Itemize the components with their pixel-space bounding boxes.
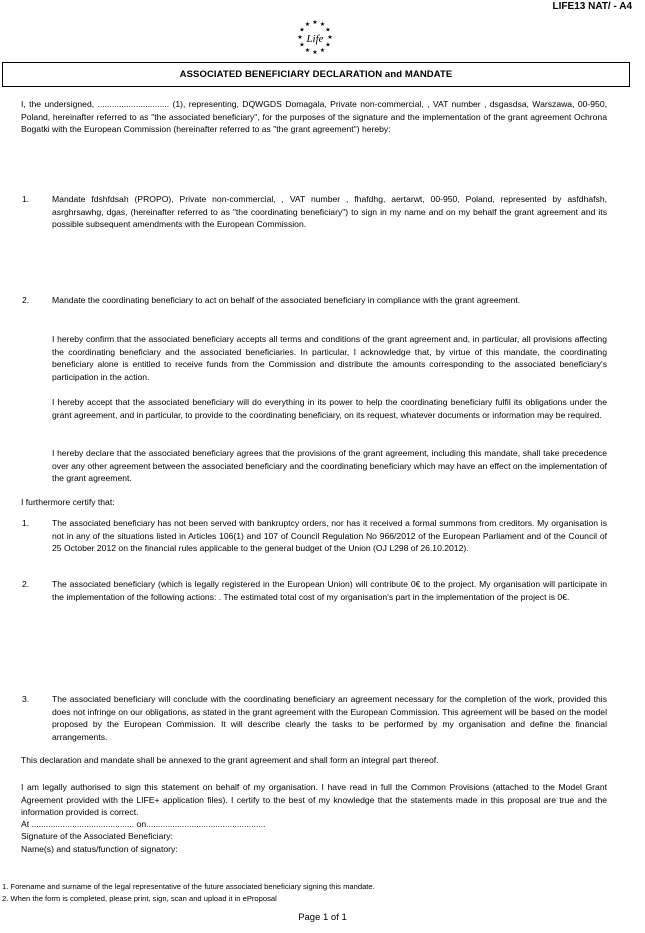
- svg-text:★: ★: [299, 26, 305, 34]
- footnote-2: 2. When the form is completed, please print, sign, scan and upload it in eProposal: [2, 894, 277, 903]
- signature-label: Signature of the Associated Beneficiary:: [21, 831, 173, 841]
- certify-item-2-number: 2.: [22, 579, 30, 589]
- accept-paragraph: I hereby accept that the associated beneficiary will do everything in its power to help the coordinating beneficiary fulfil its obligations under the grant agreement, and in particular, to provide to the coordinating beneficiary, on its request, whatever documents or information may be required.: [52, 397, 607, 420]
- confirm-paragraph: I hereby confirm that the associated beneficiary accepts all terms and conditions of the grant agreement and, in particular, all provisions affecting the coordinating beneficiary and the associated beneficiaries. In particular, I acknowledge that, by virtue of this mandate, the coordinating beneficiary alone is entitled to receive funds from the Commission and distribute the amounts corresponding to the associated beneficiary's participation in the action.: [52, 334, 607, 382]
- signatory-name-label: Name(s) and status/function of signatory:: [21, 844, 178, 854]
- declare-paragraph: I hereby declare that the associated beneficiary agrees that the provisions of the grant agreement, including this mandate, shall take precedence over any other agreement between the associated beneficiary and the coordinating beneficiary which may have an effect on the implementation of the grant agreement.: [52, 448, 607, 484]
- certify-item-1-number: 1.: [22, 518, 30, 528]
- svg-text:★: ★: [319, 21, 326, 28]
- footnote-1: 1. Forename and surname of the legal representative of the future associated beneficiary signing this mandate.: [2, 882, 375, 891]
- certify-item-2-text: The associated beneficiary (which is legally registered in the European Union) will contribute 0€ to the project. My organisation will participate in the implementation of the following actions: . The estimated total cost of my organisation's part in the implementation of the project is 0€.: [52, 579, 607, 602]
- svg-text:★: ★: [297, 34, 303, 41]
- intro-paragraph: I, the undersigned, .............................. (1), representing, DQWGDS Domagala, Private non-commercial, , VAT number , dsgasdsa, Warszawa, 00-950, Poland, hereinafter referred to as "the associated beneficiary", for the purposes of the signature and the implementation of the grant agreement Ochrona Bogatki with the European Commission (hereinafter referred to as "the grant agreement") hereby:: [21, 99, 607, 135]
- authorised-statement: I am legally authorised to sign this statement on behalf of my organisation. I have read in full the Common Provisions (attached to the Model Grant Agreement provided with the LIFE+ application files). I certify to the best of my knowledge that the statements made in this proposal are true and the information provided is correct.: [21, 782, 607, 818]
- mandate-item-2-text: Mandate the coordinating beneficiary to act on behalf of the associated beneficiary in compliance with the grant agreement.: [52, 295, 521, 305]
- logo-wordmark: Life: [306, 33, 324, 45]
- svg-text:★: ★: [304, 47, 311, 54]
- svg-text:★: ★: [304, 21, 311, 28]
- certify-heading: I furthermore certify that:: [21, 497, 115, 507]
- place-date-line: At ........................................... on..................................................: [21, 819, 266, 829]
- life-logo: [295, 18, 335, 58]
- eu-stars-icon: [295, 18, 335, 58]
- svg-text:★: ★: [299, 41, 305, 49]
- svg-text:★: ★: [312, 49, 318, 56]
- certify-item-1-text: The associated beneficiary has not been served with bankruptcy orders, nor has it received a formal summons from creditors. My organisation is not in any of the situations listed in Articles 106(1) and 107 of Council Regulation No 966/2012 of the European Parliament and of the Council of 25 October 2012 on the financial rules applicable to the general budget of the Union (OJ L298 of 26.10.2012).: [52, 518, 607, 554]
- svg-text:★: ★: [325, 26, 331, 34]
- annex-statement: This declaration and mandate shall be annexed to the grant agreement and shall form an integral part thereof.: [21, 755, 439, 765]
- svg-text:★: ★: [325, 41, 331, 49]
- svg-text:★: ★: [327, 34, 333, 41]
- document-title: ASSOCIATED BENEFICIARY DECLARATION and MANDATE: [2, 62, 630, 87]
- svg-text:★: ★: [312, 19, 318, 26]
- mandate-item-1-text: Mandate fdshfdsah (PROPO), Private non-commercial, , VAT number , fhafdhg, aertarwt, 00-950, Poland, represented by asfdhafsh, asrghrsawhg, dgas, (hereinafter referred to as "the coordinating beneficiary") to sign in my name and on my behalf the grant agreement and its possible subsequent amendments with the European Commission.: [52, 194, 607, 230]
- svg-text:★: ★: [319, 47, 326, 54]
- certify-item-3-number: 3.: [22, 694, 30, 704]
- document-reference: LIFE13 NAT/ - A4: [552, 1, 632, 12]
- page-number: Page 1 of 1: [298, 912, 347, 923]
- mandate-item-2-number: 2.: [22, 295, 30, 305]
- certify-item-3-text: The associated beneficiary will conclude with the coordinating beneficiary an agreement necessary for the completion of the work, provided this does not infringe on our obligations, as stated in the grant agreement with the European Commission. This agreement will be based on the model proposed by the European Commission. It will describe clearly the tasks to be performed by my organisation and define the financial arrangements.: [52, 694, 607, 742]
- mandate-item-1-number: 1.: [22, 194, 30, 204]
